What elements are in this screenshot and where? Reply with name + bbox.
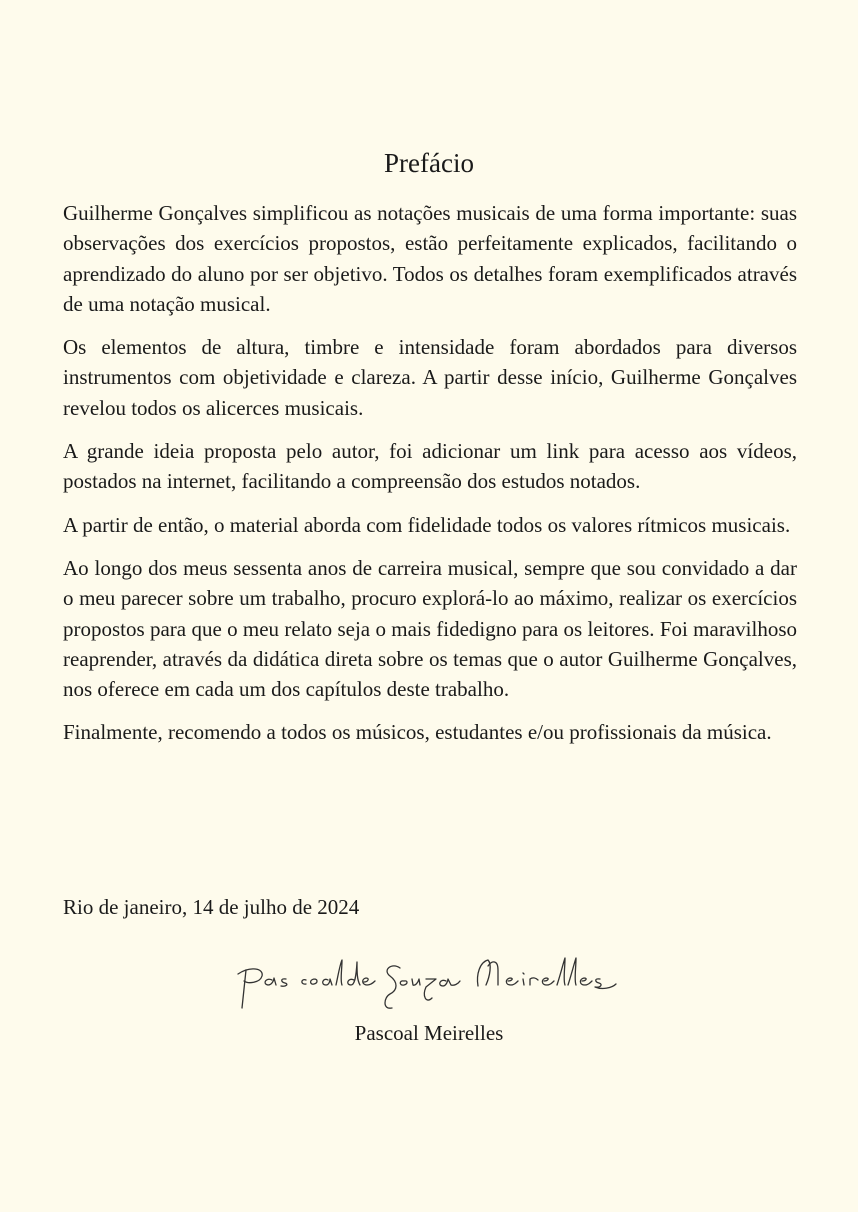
handwritten-signature [232, 950, 622, 1018]
paragraph: Os elementos de altura, timbre e intensidade foram abordados para diversos instrumentos com objetividade e clareza. A partir desse início, Guilherme Gonçalves revelou todos os alicerces musicais. [63, 335, 797, 420]
page-title: Prefácio [384, 148, 474, 178]
signer-name: Pascoal Meirelles [354, 1021, 504, 1045]
paragraph: Ao longo dos meus sessenta anos de carreira musical, sempre que sou convidado a dar o meu parecer sobre um trabalho, procuro explorá-lo ao máximo, realizar os exercícios propostos para que o meu relato seja o mais fidedigno para os leitores. Foi maravilhoso reaprender, através da didática direta sobre os temas que o autor Guilherme Gonçalves, nos oferece em cada um dos capítulos deste trabalho. [63, 555, 797, 702]
paragraph: Finalmente, recomendo a todos os músicos, estudantes e/ou profissionais da música. [63, 720, 772, 745]
preface-body [63, 198, 797, 761]
paragraph: Guilherme Gonçalves simplificou as notações musicais de uma forma importante: suas observações dos exercícios propostos, estão perfeitamente explicados, facilitando o aprendizado do aluno por ser objetivo. Todos os detalhes foram exemplificados através de uma notação musical. [63, 201, 797, 316]
paragraph: A partir de então, o material aborda com fidelidade todos os valores rítmicos musicais. [63, 512, 791, 537]
place-date: Rio de janeiro, 14 de julho de 2024 [63, 895, 360, 919]
paragraph: A grande ideia proposta pelo autor, foi adicionar um link para acesso aos vídeos, postados na internet, facilitando a compreensão dos estudos notados. [63, 439, 797, 494]
